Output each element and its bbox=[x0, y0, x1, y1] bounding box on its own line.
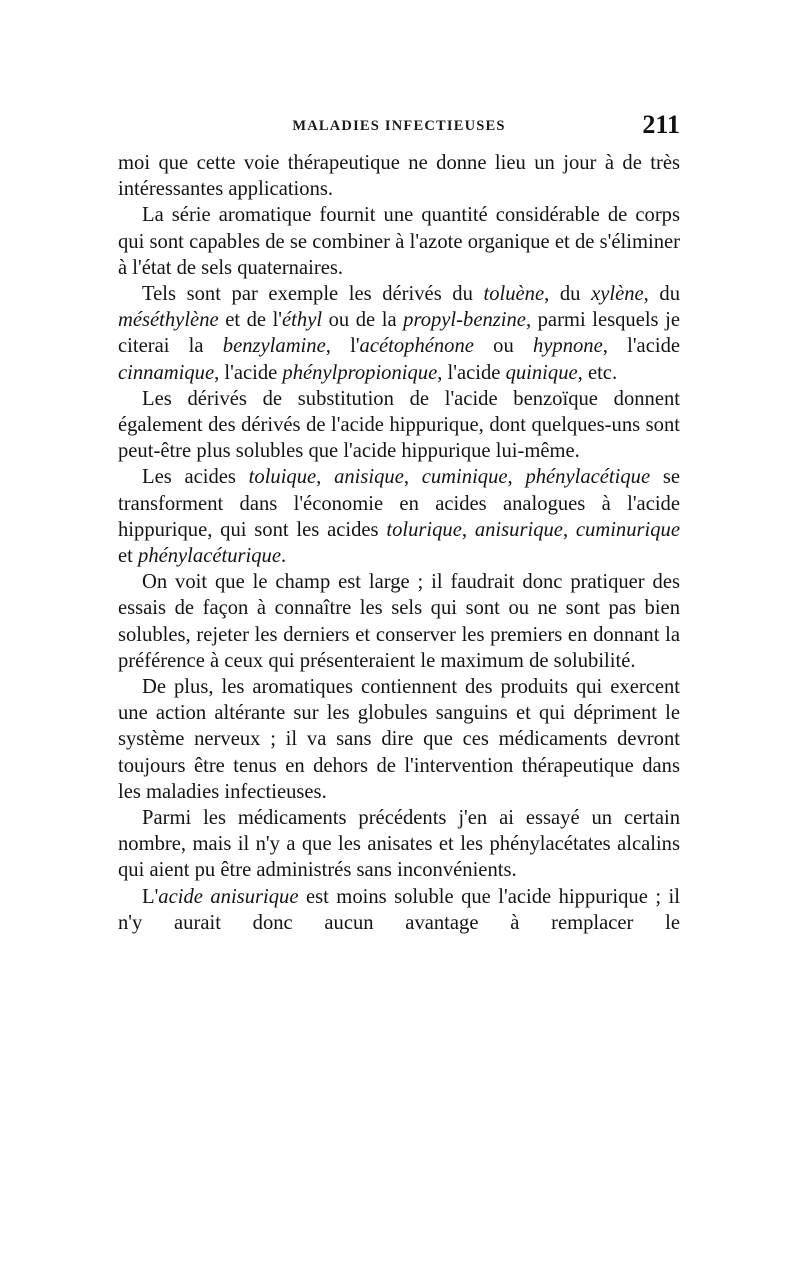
text-run: Tels sont par exemple les dérivés du bbox=[142, 283, 484, 306]
text-run: , bbox=[507, 466, 526, 489]
italic-term: cuminurique bbox=[575, 518, 680, 541]
italic-term: xylène bbox=[591, 283, 644, 306]
text-run: L' bbox=[142, 885, 159, 908]
paragraph bbox=[118, 386, 680, 465]
italic-term: hypnone bbox=[532, 335, 603, 358]
text-run: , bbox=[562, 518, 576, 541]
running-head bbox=[118, 110, 680, 146]
text-run: Les acides bbox=[142, 466, 249, 489]
italic-term: toluique bbox=[248, 466, 317, 489]
text-run: , du bbox=[643, 283, 680, 306]
text-run: et de l' bbox=[218, 309, 283, 332]
italic-term: anisurique bbox=[474, 518, 563, 541]
text-run: , l' bbox=[325, 335, 360, 358]
text-run: , bbox=[403, 466, 422, 489]
text-run: On voit que le champ est large ; il faudrait donc pratiquer des essais de façon à connaître les sels qui sont ou ne sont pas bien solubles, rejeter les derniers et conserver les premiers en donnant la préférence à ceux qui présenteraient le maximum de solubilité. bbox=[118, 571, 680, 672]
text-run: est moins soluble que l'acide hippurique ; il n'y aurait donc aucun avantage à remplacer le bbox=[118, 885, 680, 934]
text-run: se transforment dans l'économie en acides analogues à l'acide hippurique, qui sont les acides bbox=[118, 466, 680, 541]
italic-term: propyl-benzine bbox=[403, 309, 526, 332]
text-run: ou bbox=[473, 335, 533, 358]
paragraph bbox=[118, 674, 680, 805]
italic-term: cuminique bbox=[421, 466, 508, 489]
italic-term: benzylamine bbox=[222, 335, 326, 358]
text-run: moi que cette voie thérapeutique ne donne lieu un jour à de très intéressantes applications. bbox=[118, 152, 680, 201]
text-run: ou de la bbox=[322, 309, 404, 332]
italic-term: phénylacéturique bbox=[138, 545, 281, 568]
text-run: , bbox=[316, 466, 335, 489]
text-run: , l'acide bbox=[437, 361, 506, 384]
page-number: 211 bbox=[642, 110, 680, 139]
text-run: , bbox=[461, 518, 475, 541]
paragraph bbox=[118, 805, 680, 884]
italic-term: acide anisurique bbox=[158, 885, 299, 908]
italic-term: phénylacétique bbox=[525, 466, 651, 489]
text-run: , l'acide bbox=[602, 335, 681, 358]
text-run: , du bbox=[544, 283, 592, 306]
italic-term: éthyl bbox=[282, 309, 323, 332]
paragraph bbox=[118, 464, 680, 569]
paragraph bbox=[118, 202, 680, 281]
paragraph bbox=[118, 884, 680, 936]
paragraph bbox=[118, 281, 680, 386]
italic-term: quinique bbox=[505, 361, 578, 384]
italic-term: cinnamique bbox=[118, 361, 215, 384]
text-run: , etc. bbox=[577, 361, 618, 384]
text-run: , l'acide bbox=[214, 361, 283, 384]
text-run: , parmi lesquels je citerai la bbox=[118, 309, 680, 358]
italic-term: phénylpropionique bbox=[282, 361, 438, 384]
text-run: . bbox=[280, 545, 287, 568]
italic-term: méséthylène bbox=[118, 309, 219, 332]
italic-term: tolurique bbox=[386, 518, 462, 541]
text-run: et bbox=[118, 545, 139, 568]
italic-term: acétophénone bbox=[359, 335, 474, 358]
paragraph bbox=[118, 569, 680, 674]
paragraph bbox=[118, 150, 680, 202]
italic-term: anisique bbox=[334, 466, 404, 489]
text-run: Parmi les médicaments précédents j'en ai essayé un certain nombre, mais il n'y a que les anisates et les phénylacétates alcalins qui aient pu être administrés sans inconvénients. bbox=[118, 807, 680, 882]
text-run: La série aromatique fournit une quantité considérable de corps qui sont capables de se combiner à l'azote organique et de s'éliminer à l'état de sels quaternaires. bbox=[118, 204, 680, 279]
running-title: MALADIES INFECTIEUSES bbox=[292, 118, 506, 134]
text-run: De plus, les aromatiques contiennent des produits qui exercent une action altérante sur les globules sanguins et qui dépriment le système nerveux ; il va sans dire que ces médicaments devront toujours être tenus en dehors de l'intervention thérapeutique dans les maladies infectieuses. bbox=[118, 676, 680, 803]
text-run: Les dérivés de substitution de l'acide benzoïque donnent également des dérivés de l'acide hippurique, dont quelques-uns sont peut-être plus solubles que l'acide hippurique lui-même. bbox=[118, 387, 680, 463]
italic-term: toluène bbox=[483, 283, 545, 306]
body-text bbox=[118, 150, 680, 936]
